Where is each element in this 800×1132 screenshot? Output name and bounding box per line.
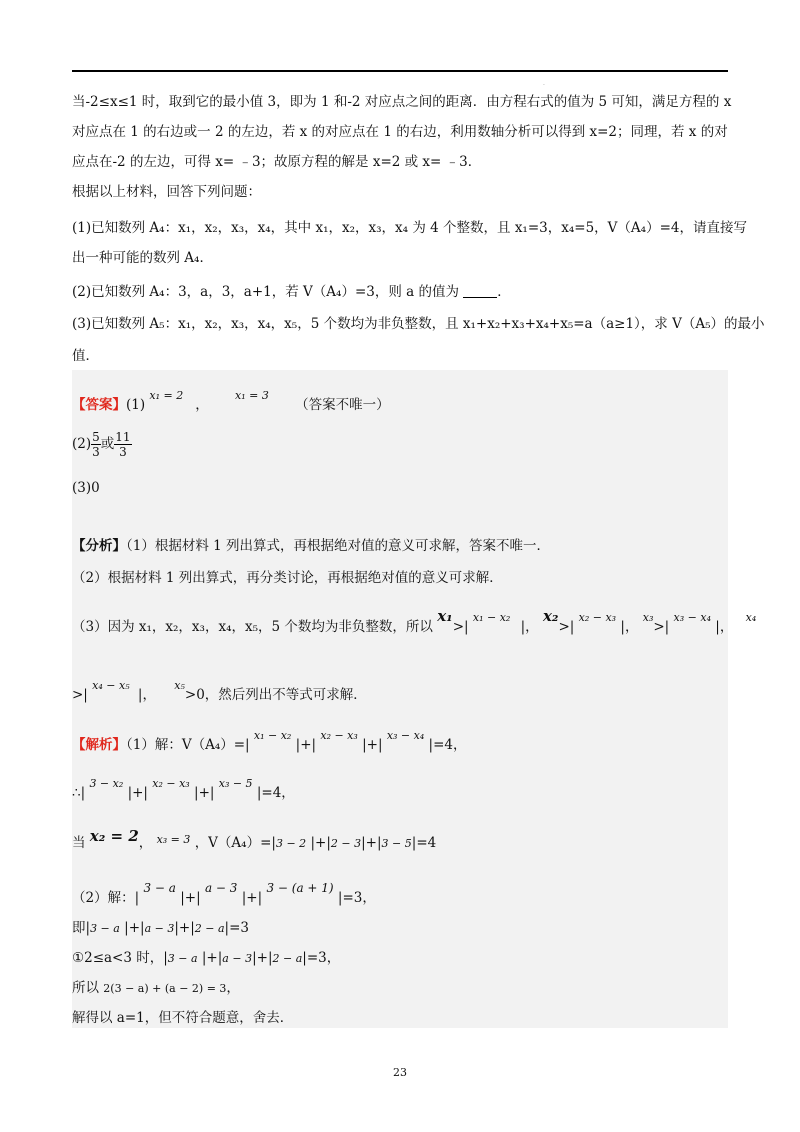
math-expression: 3 − 2 (275, 837, 307, 850)
math-expression: 2(3 − a) + (a − 2) = 3 (103, 982, 227, 995)
symbol: ， (138, 835, 153, 851)
solution-text: 当 (72, 835, 86, 851)
solution-line-8: 解得以 a=1，但不符合题意，舍去． (72, 1010, 294, 1026)
symbol: |+| (362, 737, 383, 753)
or-word: 或 (100, 436, 115, 452)
math-expression: 3 − a (90, 922, 120, 935)
symbol: |=3， (337, 890, 376, 906)
answer-2-prefix: (2) (72, 436, 92, 452)
symbol: |+| (201, 950, 223, 966)
fraction-denominator: 3 (119, 445, 127, 459)
math-variable: x₁ (437, 607, 453, 625)
solution-line-2 (72, 774, 295, 803)
symbol: |+| (124, 920, 145, 936)
math-expression: 3 − x₂ (89, 777, 124, 790)
math-expression: 3 − a (167, 952, 198, 965)
question-3-line: (3)已知数列 A₅：x₁，x₂，x₃，x₄，x₅，5 个数均为非负整数，且 x₁+x₂+x₃+x₄+x₅=a（a≥1），求 V（A₅）的最小 (72, 316, 765, 332)
symbol: >| (653, 619, 670, 635)
page-number: 23 (393, 1066, 407, 1079)
math-expression: x₄ − x₅ (92, 679, 130, 692)
symbol: |=4， (256, 785, 295, 801)
math-expression: x₃ − x₄ (386, 729, 425, 742)
answer-3-line: (3)0 (72, 480, 100, 496)
symbol: |=3， (302, 950, 341, 966)
solution-text: 即| (72, 920, 91, 936)
math-expression: x₃ = 3 (156, 833, 191, 846)
analysis-line-3 (72, 606, 756, 637)
question-3-line: 值． (72, 348, 99, 364)
symbol: |， (620, 619, 639, 635)
symbol: |+| (310, 835, 331, 851)
fraction-numerator: 11 (115, 430, 131, 444)
solution-line-5 (72, 918, 249, 939)
answer-tag: 【答案】 (72, 397, 126, 413)
math-expression: x₂ − x₃ (320, 729, 358, 742)
analysis-line-4 (72, 676, 367, 705)
answer-1-prefix: (1) (126, 397, 146, 413)
math-variable: x₃ (642, 611, 654, 624)
solution-text: ，V（A₄）=| (194, 835, 276, 851)
symbol: >| (558, 619, 575, 635)
fraction (91, 430, 101, 459)
symbol: |+| (252, 950, 273, 966)
symbol: |+| (127, 785, 148, 801)
solution-text: ①2≤a<3 时，| (72, 950, 168, 966)
math-expression: x₁ − x₂ (472, 611, 511, 624)
solution-tag: 【解析】 (72, 737, 126, 753)
header-rule (72, 70, 728, 72)
symbol: |， (520, 619, 539, 635)
question-2-text: (2)已知数列 A₄：3，a，3，a+1，若 V（A₄）=3，则 a 的值为 (72, 284, 459, 300)
symbol: |=4 (411, 835, 437, 851)
math-expression: x₃ − x₄ (673, 611, 711, 624)
symbol: |， (715, 619, 734, 635)
answer-2-line (72, 430, 132, 459)
answer-blank (463, 285, 497, 298)
fraction (114, 430, 131, 459)
symbol: |+| (241, 890, 263, 906)
math-expression: x₁ = 3 (235, 389, 269, 402)
analysis-line-1 (72, 536, 550, 556)
math-variable: x₄ (745, 611, 757, 624)
answer-1-line (72, 386, 390, 415)
fraction-numerator: 5 (92, 430, 100, 444)
symbol: >| (72, 687, 88, 703)
text-line: 对应点在 1 的右边或一 2 的左边，若 x 的对应点在 1 的右边，利用数轴分析可以得到 x=2；同理，若 x 的对 (72, 124, 728, 140)
solution-text: ∴| (72, 785, 86, 801)
math-variable: x₅ (174, 679, 185, 692)
math-expression: 2 − a (272, 952, 303, 965)
math-expression: x₃ − 5 (218, 777, 253, 790)
symbol: |=4， (428, 737, 467, 753)
analysis-text: >0，然后列出不等式可求解． (184, 687, 367, 703)
separator: ， (195, 397, 209, 413)
solution-line-4 (72, 878, 376, 908)
math-expression: x₂ − x₃ (152, 777, 190, 790)
symbol: |+| (295, 737, 317, 753)
answer-note: （答案不唯一） (295, 397, 390, 413)
symbol: |+| (180, 890, 201, 906)
question-1-line: 出一种可能的数列 A₄． (72, 250, 213, 266)
math-expression: x₂ = 2 (89, 827, 139, 845)
math-expression: a − 3 (204, 881, 238, 895)
text-line: 根据以上材料，回答下列问题： (72, 184, 261, 200)
math-expression: x₂ − x₃ (578, 611, 617, 624)
math-expression: a − 3 (144, 922, 175, 935)
symbol: >| (452, 619, 469, 635)
question-2-end: ． (497, 284, 511, 300)
fraction-denominator: 3 (92, 445, 100, 459)
analysis-text: （1）根据材料 1 列出算式，再根据绝对值的意义可求解，答案不唯一． (126, 538, 551, 554)
symbol: |+| (174, 920, 195, 936)
math-expression: 3 − 5 (381, 837, 412, 850)
solution-text: （1）解：V（A₄）=| (126, 737, 250, 753)
solution-line-6 (72, 948, 340, 969)
solution-line-1 (72, 726, 467, 755)
math-expression: x₁ − x₂ (253, 729, 292, 742)
symbol: |+| (194, 785, 215, 801)
question-1-line: (1)已知数列 A₄：x₁，x₂，x₃，x₄，其中 x₁，x₂，x₃，x₄ 为 4 个整数，且 x₁=3，x₄=5，V（A₄）=4，请直接写 (72, 220, 747, 236)
solution-text: 所以 (72, 980, 99, 996)
symbol: |， (137, 687, 156, 703)
question-2-line (72, 282, 511, 302)
math-variable: x₂ (542, 607, 559, 625)
math-expression: 2 − 3 (330, 837, 362, 850)
math-expression: 3 − (a + 1) (266, 881, 334, 895)
math-expression: 2 − a (194, 922, 225, 935)
header-dot: . (543, 80, 545, 87)
math-expression: a − 3 (222, 952, 253, 965)
text-line: 当-2≤x≤1 时，取到它的最小值 3，即为 1 和-2 对应点之间的距离．由方程右式的值为 5 可知，满足方程的 x (72, 94, 732, 110)
analysis-text: （3）因为 x₁，x₂，x₃，x₄，x₅，5 个数均为非负整数，所以 (72, 619, 433, 635)
symbol: |+| (361, 835, 382, 851)
symbol: |=3 (224, 920, 249, 936)
math-expression: 3 − a (143, 881, 176, 895)
math-expression: x₁ = 2 (149, 389, 184, 402)
text-line: 应点在-2 的左边，可得 x= ﹣3；故原方程的解是 x=2 或 x= ﹣3． (72, 154, 482, 170)
analysis-line-2: （2）根据材料 1 列出算式，再分类讨论，再根据绝对值的意义可求解． (72, 570, 503, 586)
solution-line-3 (72, 826, 436, 854)
analysis-tag: 【分析】 (72, 538, 126, 554)
solution-text: （2）解：| (72, 890, 140, 906)
solution-line-7 (72, 978, 240, 999)
symbol: ， (226, 980, 240, 996)
